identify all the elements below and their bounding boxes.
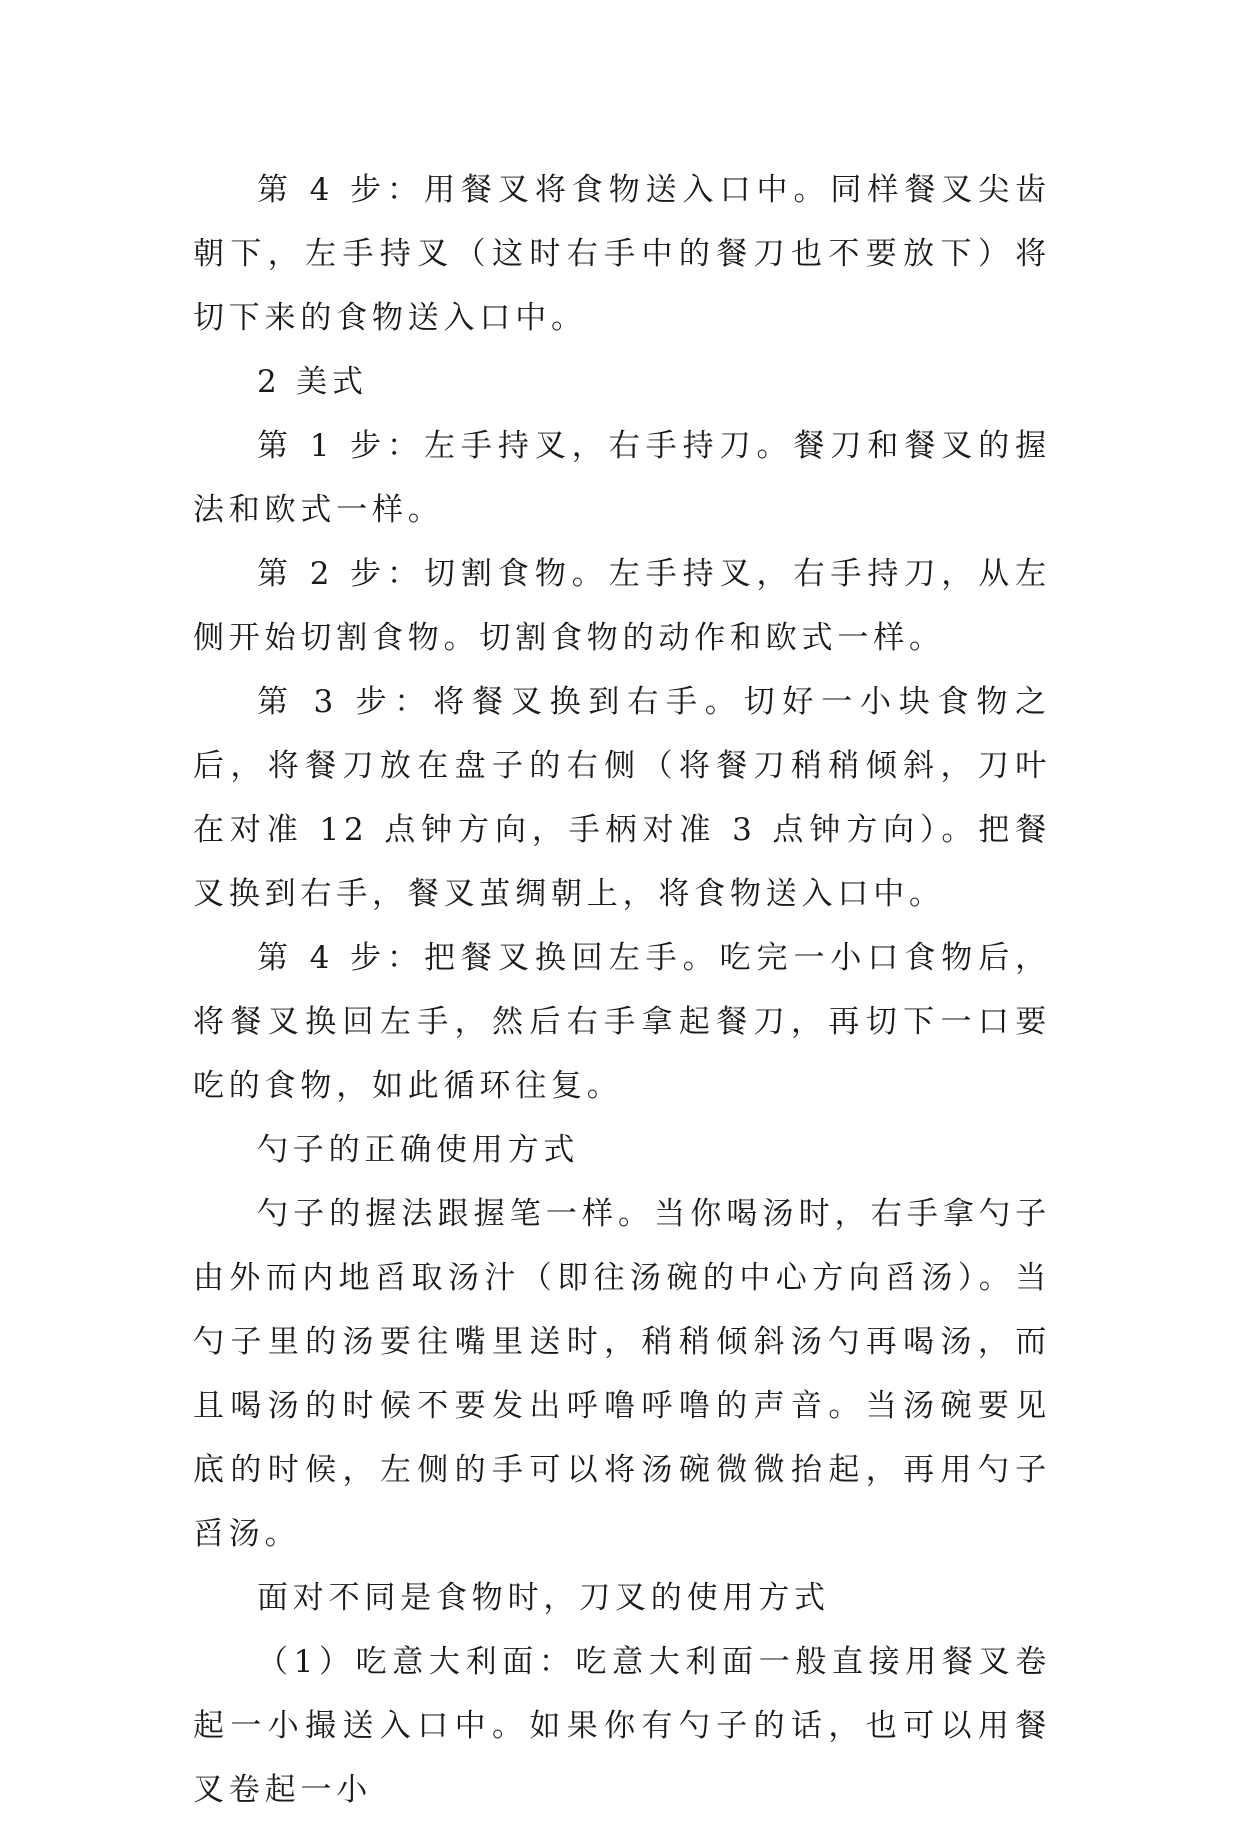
- document-body: [193, 158, 1051, 1822]
- paragraph-step3-american: 第 3 步：将餐叉换到右手。切好一小块食物之后，将餐刀放在盘子的右侧（将餐刀稍稍倾斜，刀叶在对准 12 点钟方向，手柄对准 3 点钟方向）。把餐叉换到右手，餐叉茧绸朝上，将食物送入口中。: [193, 684, 1051, 912]
- section-heading-spoon-usage: 勺子的正确使用方式: [257, 1132, 580, 1168]
- section-heading-american-style: 2 美式: [257, 364, 368, 400]
- paragraph-spaghetti: （1）吃意大利面：吃意大利面一般直接用餐叉卷起一小撮送入口中。如果你有勺子的话，也可以用餐叉卷起一小: [193, 1644, 1051, 1808]
- paragraph-step4-european: 第 4 步：用餐叉将食物送入口中。同样餐叉尖齿朝下，左手持叉（这时右手中的餐刀也不要放下）将切下来的食物送入口中。: [193, 172, 1051, 336]
- paragraph-step2-american: 第 2 步：切割食物。左手持叉，右手持刀，从左侧开始切割食物。切割食物的动作和欧式一样。: [193, 556, 1051, 656]
- paragraph-spoon-usage: 勺子的握法跟握笔一样。当你喝汤时，右手拿勺子由外而内地舀取汤汁（即往汤碗的中心方向舀汤）。当勺子里的汤要往嘴里送时，稍稍倾斜汤勺再喝汤，而且喝汤的时候不要发出呼噜呼噜的声音。当汤碗要见底的时候，左侧的手可以将汤碗微微抬起，再用勺子舀汤。: [193, 1196, 1051, 1552]
- paragraph-step1-american: 第 1 步：左手持叉，右手持刀。餐刀和餐叉的握法和欧式一样。: [193, 428, 1051, 528]
- paragraph-step4-american: 第 4 步：把餐叉换回左手。吃完一小口食物后，将餐叉换回左手，然后右手拿起餐刀，再切下一口要吃的食物，如此循环往复。: [193, 940, 1051, 1104]
- section-heading-different-foods: 面对不同是食物时，刀叉的使用方式: [257, 1580, 830, 1616]
